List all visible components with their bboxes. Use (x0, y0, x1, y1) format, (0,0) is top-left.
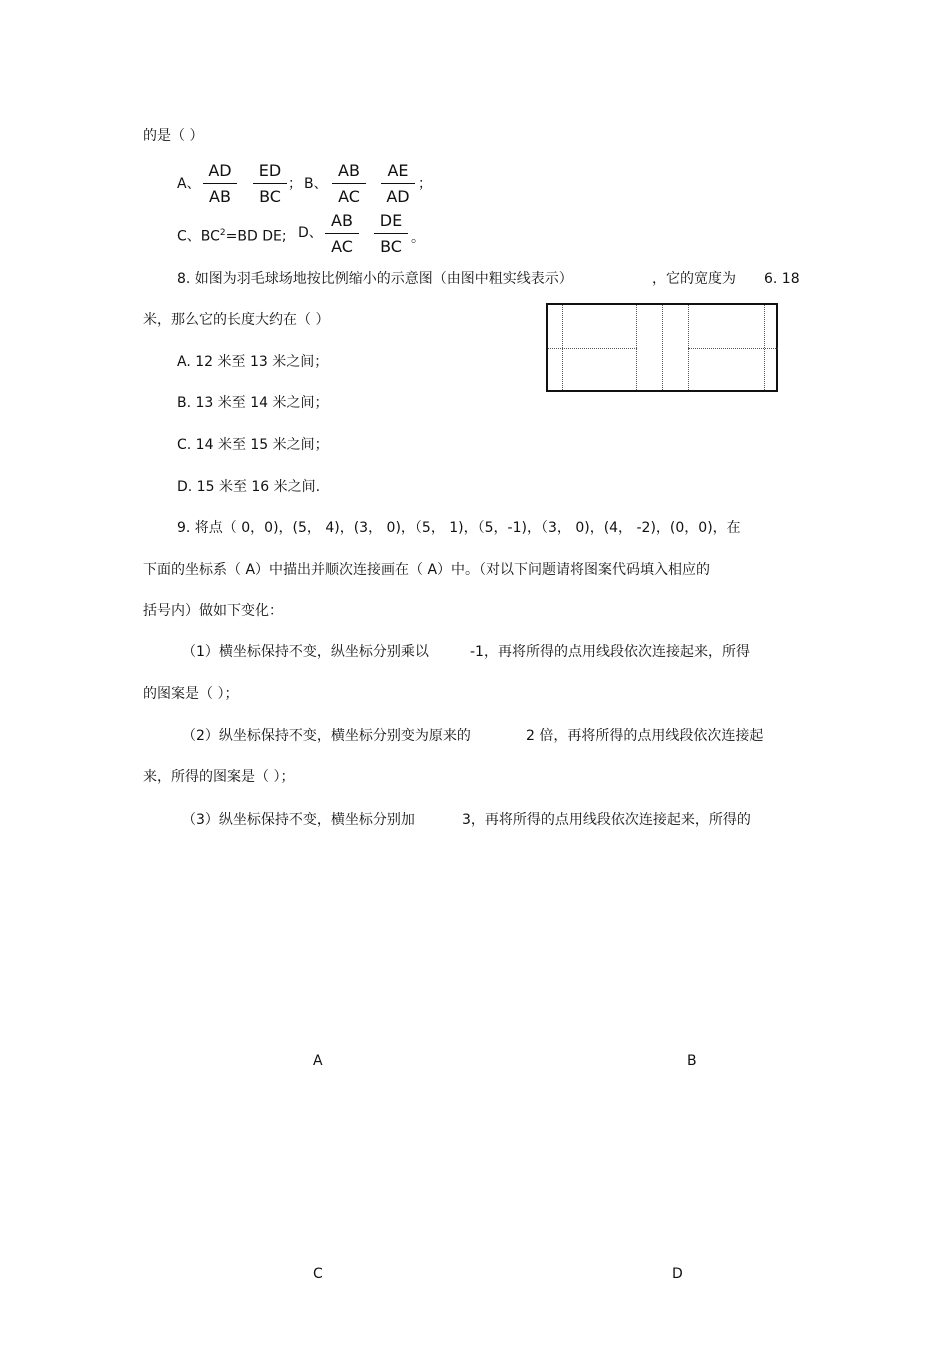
option-c-exponent: 2 (219, 228, 226, 238)
fraction-denominator: AD (386, 187, 410, 206)
q7-option-d-fraction-1 (325, 210, 359, 258)
q7-end-mark: 。 (411, 230, 425, 246)
q9-part1-a: （1）横坐标保持不变，纵坐标分别乘以 (182, 644, 429, 660)
badminton-court-diagram (546, 303, 778, 392)
fraction-denominator: AC (331, 237, 353, 256)
q8-line1-a: 8. 如图为羽毛球场地按比例缩小的示意图（由图中粗实线表示） (177, 271, 573, 287)
q9-part1-c: 的图案是（ ）； (143, 686, 239, 702)
court-center-line-left (548, 348, 637, 349)
court-net-line-left (662, 305, 663, 390)
q7-option-d-label: D、 (298, 225, 323, 241)
q7-option-c (177, 223, 287, 247)
q9-part3-a: （3）纵坐标保持不变，横坐标分别加 (182, 812, 415, 828)
fraction-denominator: AB (209, 187, 231, 206)
fraction-bar (332, 183, 366, 184)
q7-option-b-fraction-1 (332, 160, 366, 208)
fraction-bar (374, 233, 408, 234)
q9-part2-a: （2）纵坐标保持不变，横坐标分别变为原来的 (182, 728, 471, 744)
q7-stem-end: 的是（ ） (143, 128, 204, 144)
q7-option-b-fraction-2 (381, 160, 415, 208)
fraction-numerator: AB (331, 211, 353, 230)
figure-label-d: D (672, 1266, 683, 1282)
q7-option-b-separator: ； (418, 176, 432, 192)
q9-part2-c: 来，所得的图案是（ ）； (143, 769, 295, 785)
q7-option-d-fraction-2 (374, 210, 408, 258)
fraction-numerator: AB (338, 161, 360, 180)
fraction-bar (325, 233, 359, 234)
q7-option-a-separator: ； (288, 176, 302, 192)
q9-line3: 括号内）做如下变化： (143, 603, 283, 619)
fraction-denominator: BC (259, 187, 281, 206)
figure-label-a: A (313, 1053, 323, 1069)
q7-option-a-fraction-2 (253, 160, 287, 208)
q8-option-a: A. 12 米至 13 米之间； (177, 354, 329, 370)
option-c-rest: =BD DE; (225, 228, 287, 245)
fraction-bar (203, 183, 237, 184)
q8-option-b: B. 13 米至 14 米之间； (177, 395, 329, 411)
q8-line1-b: ，它的宽度为 (652, 271, 736, 287)
q8-option-d: D. 15 米至 16 米之间. (177, 479, 321, 495)
fraction-denominator: AC (338, 187, 360, 206)
q9-part2-b: 2 倍，再将所得的点用线段依次连接起 (526, 728, 764, 744)
fraction-denominator: BC (380, 237, 402, 256)
fraction-numerator: AD (208, 161, 232, 180)
fraction-numerator: ED (258, 161, 282, 180)
option-c-text: C、BC (177, 228, 220, 245)
q9-line2: 下面的坐标系（ A）中描出并顺次连接画在（ A）中。（对以下问题请将图案代码填入相应的 (143, 562, 711, 578)
figure-label-b: B (687, 1053, 697, 1069)
figure-label-c: C (313, 1266, 323, 1282)
fraction-bar (381, 183, 415, 184)
q8-line1-c: 6. 18 (764, 271, 800, 287)
fraction-numerator: AE (387, 161, 409, 180)
q7-option-b-label: B、 (304, 176, 328, 192)
q9-part1-b: -1，再将所得的点用线段依次连接起来，所得 (470, 644, 750, 660)
q8-line2: 米，那么它的长度大约在（ ） (143, 312, 330, 328)
q9-part3-b: 3，再将所得的点用线段依次连接起来，所得的 (462, 812, 751, 828)
court-center-line-right (688, 348, 778, 349)
q9-line1: 9. 将点（ 0，0)，(5， 4)，(3， 0)，（5， 1)，（5，-1)，（3， 0)，(4， -2)，(0，0)，在 (177, 520, 741, 536)
q7-option-a-fraction-1 (203, 160, 237, 208)
fraction-bar (253, 183, 287, 184)
q8-option-c: C. 14 米至 15 米之间； (177, 437, 329, 453)
q7-option-a-label: A、 (177, 176, 201, 192)
fraction-numerator: DE (379, 211, 403, 230)
